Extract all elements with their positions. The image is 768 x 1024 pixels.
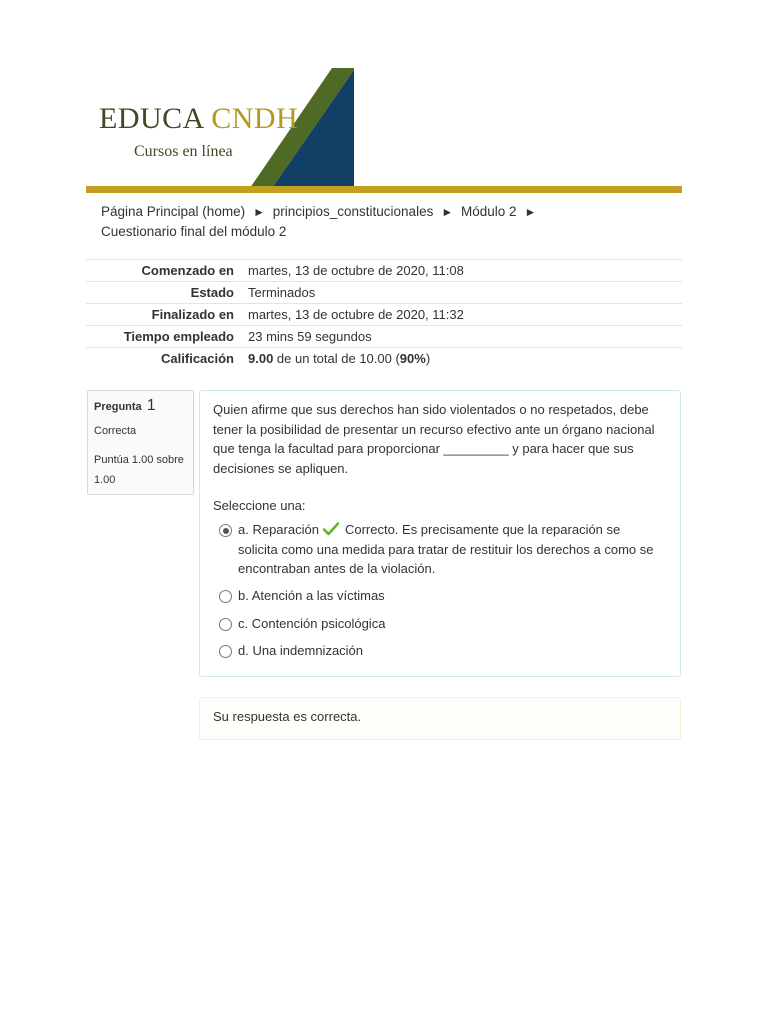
header-divider bbox=[86, 186, 682, 193]
attempt-summary-table bbox=[86, 259, 682, 369]
answer-text bbox=[238, 520, 658, 579]
answer-option-c[interactable] bbox=[217, 614, 667, 634]
summary-label: Finalizado en bbox=[86, 304, 242, 326]
summary-row-grade bbox=[86, 348, 682, 370]
question-formulation bbox=[199, 390, 681, 677]
question-text: Quien afirme que sus derechos han sido violentados o no respetados, debe tener la posibilidad de presentar un recurso efectivo ante un órgano nacional que tenga la facultad para proporcionar _________ y para hacer que sus decisiones se apliquen. bbox=[213, 402, 655, 476]
radio-button[interactable] bbox=[219, 618, 232, 631]
grade-percent: 90% bbox=[399, 351, 426, 366]
general-feedback-text: Su respuesta es correcta. bbox=[213, 709, 362, 724]
question-info-panel bbox=[87, 390, 194, 495]
question-state: Correcta bbox=[94, 425, 137, 437]
summary-value: martes, 13 de octubre de 2020, 11:32 bbox=[242, 304, 682, 326]
answer-label: c. Contención psicológica bbox=[238, 616, 386, 631]
summary-row-time-taken bbox=[86, 326, 682, 348]
breadcrumb-home-link[interactable]: Página Principal (home) bbox=[101, 204, 246, 219]
logo-tagline: Cursos en línea bbox=[134, 143, 233, 160]
general-feedback-box bbox=[199, 697, 681, 740]
summary-label: Tiempo empleado bbox=[86, 326, 242, 348]
summary-value: martes, 13 de octubre de 2020, 11:08 bbox=[242, 260, 682, 282]
radio-button[interactable] bbox=[219, 645, 232, 658]
summary-label: Calificación bbox=[86, 348, 242, 370]
breadcrumb-separator-icon: ► bbox=[441, 205, 454, 219]
answer-label: d. Una indemnización bbox=[238, 643, 364, 658]
answer-option-a[interactable] bbox=[217, 520, 667, 580]
answer-option-b[interactable] bbox=[217, 586, 667, 606]
question-number-value: 1 bbox=[146, 397, 156, 414]
answer-option-d[interactable] bbox=[217, 641, 667, 661]
logo-name-part2: CNDH bbox=[211, 102, 299, 135]
grade-score: 9.00 bbox=[248, 351, 274, 366]
site-header bbox=[86, 60, 682, 195]
summary-value: 23 mins 59 segundos bbox=[242, 326, 682, 348]
summary-row-state bbox=[86, 282, 682, 304]
radio-button-selected[interactable] bbox=[219, 524, 232, 537]
breadcrumb-module-link[interactable]: Módulo 2 bbox=[460, 204, 517, 219]
check-icon bbox=[323, 522, 339, 536]
breadcrumb-quiz-link[interactable]: Cuestionario final del módulo 2 bbox=[101, 224, 287, 239]
question-grade: Puntúa 1.00 sobre 1.00 bbox=[94, 454, 184, 486]
breadcrumb-separator-icon: ► bbox=[524, 205, 537, 219]
summary-label: Comenzado en bbox=[86, 260, 242, 282]
summary-row-finished bbox=[86, 304, 682, 326]
breadcrumb-course-link[interactable]: principios_constitucionales bbox=[272, 204, 434, 219]
breadcrumb bbox=[101, 202, 671, 242]
answer-feedback: Correcto. Es precisamente que la reparación se solicita como una medida para tratar de restituir los derechos a como se encontraban antes de la violación. bbox=[238, 522, 654, 576]
answer-prompt: Seleccione una: bbox=[213, 498, 306, 513]
summary-label: Estado bbox=[86, 282, 242, 304]
logo-name-part1: EDUCA bbox=[99, 102, 204, 135]
summary-value: Terminados bbox=[242, 282, 682, 304]
grade-text-end: ) bbox=[425, 351, 431, 366]
question-label: Pregunta bbox=[94, 401, 142, 413]
breadcrumb-separator-icon: ► bbox=[253, 205, 265, 219]
site-logo[interactable] bbox=[99, 102, 298, 136]
question-number bbox=[94, 397, 156, 415]
answer-label: a. Reparación bbox=[238, 522, 319, 537]
answer-label: b. Atención a las víctimas bbox=[238, 588, 385, 603]
summary-value bbox=[242, 348, 682, 370]
grade-text: de un total de 10.00 ( bbox=[273, 351, 400, 366]
radio-button[interactable] bbox=[219, 590, 232, 603]
summary-row-started bbox=[86, 260, 682, 282]
